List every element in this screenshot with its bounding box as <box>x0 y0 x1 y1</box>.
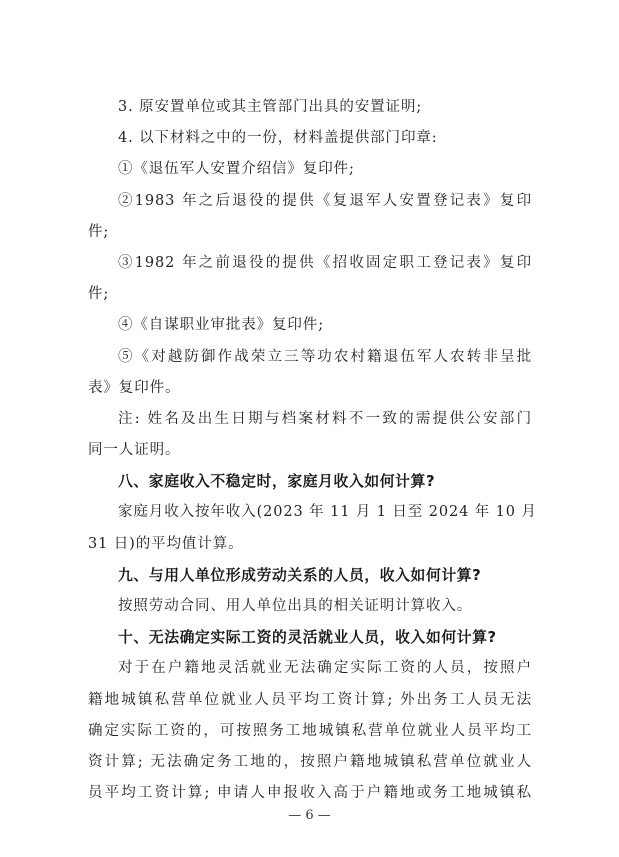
text-line: 员平均工资计算; 申请人申报收入高于户籍地或务工地城镇私 <box>88 785 532 802</box>
text-line: 31 日)的平均值计算。 <box>88 535 244 552</box>
page-number: — 6 — <box>288 808 331 823</box>
document-body <box>88 92 537 809</box>
text-line: 按照劳动合同、用人单位出具的相关证明计算收入。 <box>118 598 473 614</box>
section-heading: 九、与用人单位形成劳动关系的人员，收入如何计算? <box>118 566 482 584</box>
text-line: 对于在户籍地灵活就业无法确定实际工资的人员，按照户 <box>118 660 532 677</box>
section-heading: 十、无法确定实际工资的灵活就业人员，收入如何计算? <box>118 629 497 647</box>
text-line: 件; <box>88 223 110 240</box>
text-line: ④《自谋职业审批表》复印件; <box>118 317 324 334</box>
text-line: 确定实际工资的，可按照务工地城镇私营单位就业人员平均工 <box>88 722 532 739</box>
text-line: 3. 原安置单位或其主管部门出具的安置证明; <box>118 99 423 115</box>
text-line: 籍地城镇私营单位就业人员平均工资计算; 外出务工人员无法 <box>88 691 532 708</box>
text-line: ⑤《对越防御作战荣立三等功农村籍退伍军人农转非呈批 <box>118 348 532 365</box>
text-line: 资计算; 无法确定务工地的，按照户籍地城镇私营单位就业人 <box>88 753 532 770</box>
text-line: ①《退伍军人安置介绍信》复印件; <box>118 161 355 178</box>
section-heading: 八、家庭收入不稳定时，家庭月收入如何计算? <box>118 473 436 491</box>
text-line: 件; <box>88 286 110 303</box>
text-line: ②1983 年之后退役的提供《复退军人安置登记表》复印 <box>118 192 532 209</box>
text-line: 家庭月收入按年收入(2023 年 11 月 1 日至 2024 年 10 月 <box>118 504 537 521</box>
text-line: 4. 以下材料之中的一份，材料盖提供部门印章: <box>118 130 438 147</box>
note-line: 注: 姓名及出生日期与档案材料不一致的需提供公安部门 <box>118 410 532 427</box>
text-line: ③1982 年之前退役的提供《招收固定职工登记表》复印 <box>118 254 532 271</box>
note-line: 同一人证明。 <box>88 442 181 459</box>
text-line: 表》复印件。 <box>88 379 181 396</box>
